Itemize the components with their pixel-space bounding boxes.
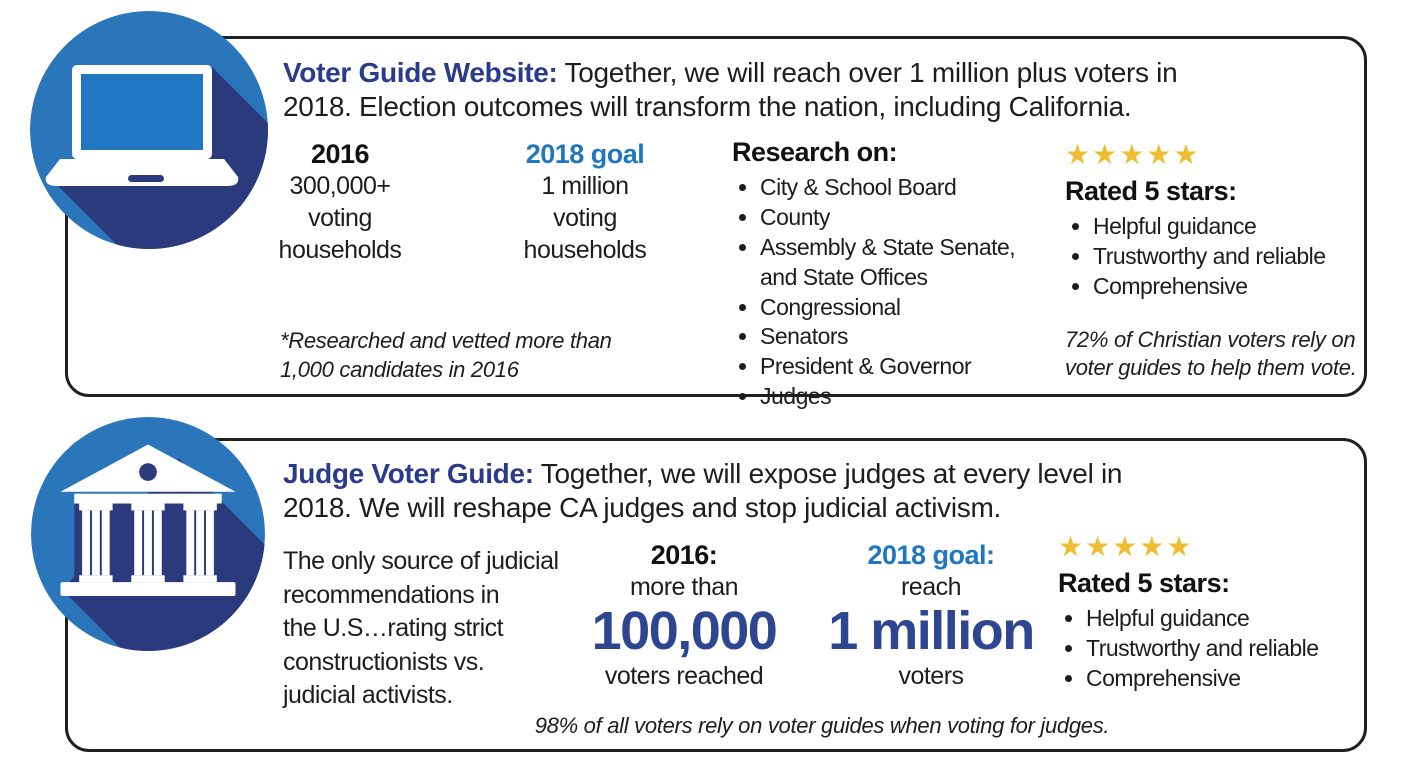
stat-2018-line: 1 million [541,172,629,200]
judge-2016-pre: more than [629,573,739,601]
research-item: • Congressional [760,293,1052,323]
judge-rating-panel [1058,533,1370,694]
stat-2016-line: 300,000+ [289,172,391,200]
rating-title: Rated 5 stars: [1065,176,1237,206]
rating-item: • Trustworthy and reliable [1086,634,1378,664]
research-item: • County [760,203,1052,233]
research-item: • Judges [760,382,1052,412]
rating-list [1058,604,1378,694]
website-heading-lead: Voter Guide Website: [283,57,558,88]
five-stars-icon: ★★★★★ [1065,139,1201,170]
christian-voters-note [1065,326,1377,383]
five-stars-icon: ★★★★★ [1058,531,1194,562]
judge-voters-note: 98% of all voters rely on voter guides when voting for judges. [534,713,1110,738]
website-stat-2016 [255,139,425,266]
stat-2016-line: households [278,236,402,264]
website-footnote [280,327,640,384]
judge-2016-big-number: 100,000 [591,601,777,661]
stat-2018-label: 2018 goal [525,139,645,169]
rating-item: • Comprehensive [1093,272,1385,302]
rating-title: Rated 5 stars: [1058,568,1230,598]
stat-2016-line: voting [308,204,372,232]
description-line: The only source of judicial [283,547,559,575]
rating-item: • Comprehensive [1086,664,1378,694]
research-item: • President & Governor [760,352,1052,382]
judge-heading-line1: Together, we will expose judges at every level in [540,458,1123,489]
judge-stat-2016 [570,540,798,692]
research-title: Research on: [732,137,898,167]
description-line: recommendations in [283,580,500,609]
judge-2018-pre: reach [900,573,962,601]
website-stat-2018-goal [500,139,670,266]
judge-2018-label: 2018 goal: [867,540,995,570]
description-line: judicial activists. [283,681,453,709]
stat-2018-line: voting [553,204,617,232]
footnote-line: 1,000 candidates in 2016 [280,356,519,382]
research-item: • City & School Board [760,173,1052,203]
description-line: the U.S…rating strict [283,614,504,642]
website-rating-panel [1065,141,1377,383]
description-line: constructionists vs. [283,647,485,676]
stat-2016-label: 2016 [310,139,370,169]
judge-heading [283,457,1368,524]
website-heading-line2: 2018. Election outcomes will transform the nation, including California. [283,90,1132,122]
judge-description [283,545,603,713]
judge-heading-line2: 2018. We will reshape CA judges and stop judicial activism. [283,491,1001,523]
rating-list [1065,212,1385,302]
courthouse-icon [31,417,265,651]
judge-2018-post: voters [898,661,964,690]
website-heading-line1: Together, we will reach over 1 million plus voters in [564,57,1178,88]
judge-2018-big-number: 1 million [828,601,1034,661]
note-line: 72% of Christian voters rely on [1065,326,1356,352]
note-line: voter guides to help them vote. [1065,355,1357,381]
judge-heading-lead: Judge Voter Guide: [283,458,534,489]
research-item: • Assembly & State Senate, and State Offices [760,233,1052,293]
website-heading [283,56,1368,123]
judge-2016-post: voters reached [604,661,764,690]
rating-item: • Trustworthy and reliable [1093,242,1385,272]
research-panel [732,137,1062,412]
rating-item: • Helpful guidance [1093,212,1385,242]
judge-2016-label: 2016: [650,540,718,570]
judge-stat-2018-goal [817,540,1045,692]
research-list [732,173,1052,412]
footnote-line: *Researched and vetted more than [280,328,612,353]
laptop-icon [30,11,268,249]
rating-item: • Helpful guidance [1086,604,1378,634]
research-item: • Senators [760,322,1052,352]
stat-2018-line: households [523,236,647,264]
